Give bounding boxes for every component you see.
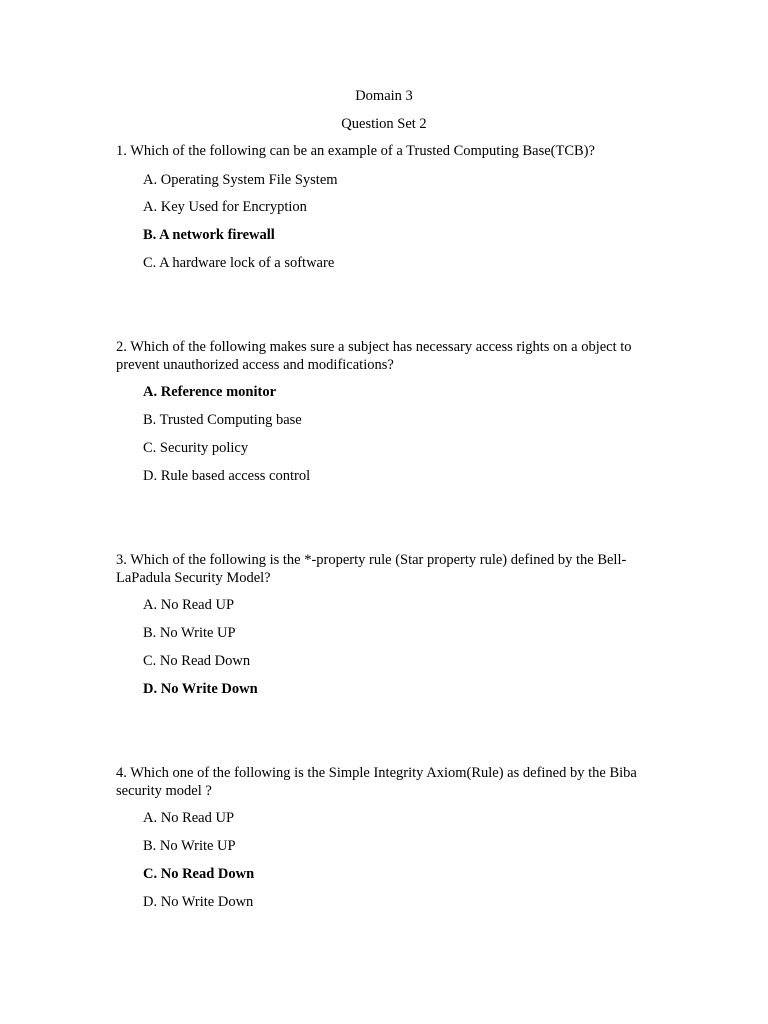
question-4-option-4: D. No Write Down	[143, 894, 254, 910]
question-3-option-2: B. No Write UP	[143, 625, 236, 641]
question-2-option-2: B. Trusted Computing base	[143, 412, 302, 428]
question-4-option-3-answer: C. No Read Down	[143, 866, 255, 882]
question-1-text: 1. Which of the following can be an example of a Trusted Computing Base(TCB)?	[116, 143, 595, 159]
question-2-option-4: D. Rule based access control	[143, 468, 311, 484]
question-1-option-4: C. A hardware lock of a software	[143, 255, 335, 271]
question-2-option-3: C. Security policy	[143, 440, 249, 456]
document-title: Domain 3	[355, 88, 413, 104]
question-4-option-1: A. No Read UP	[143, 810, 235, 826]
document-subtitle: Question Set 2	[341, 116, 427, 132]
question-3-option-4-answer: D. No Write Down	[143, 681, 258, 697]
question-2-text: 2. Which of the following makes sure a subject has necessary access rights on a object to prevent unauthorized access and modifications?	[116, 339, 632, 373]
question-3-text: 3. Which of the following is the *-property rule (Star property rule) defined by the Bell-LaPadula Security Model?	[116, 552, 627, 586]
question-4-text: 4. Which one of the following is the Simple Integrity Axiom(Rule) as defined by the Biba security model ?	[116, 765, 637, 799]
question-1-option-2: A. Key Used for Encryption	[143, 199, 307, 215]
question-2-option-1-answer: A. Reference monitor	[143, 384, 276, 400]
question-3-option-1: A. No Read UP	[143, 597, 235, 613]
question-1-option-3-answer: B. A network firewall	[143, 227, 275, 243]
question-3-option-3: C. No Read Down	[143, 653, 251, 669]
question-4-option-2: B. No Write UP	[143, 838, 236, 854]
question-1-option-1: A. Operating System File System	[143, 172, 338, 188]
